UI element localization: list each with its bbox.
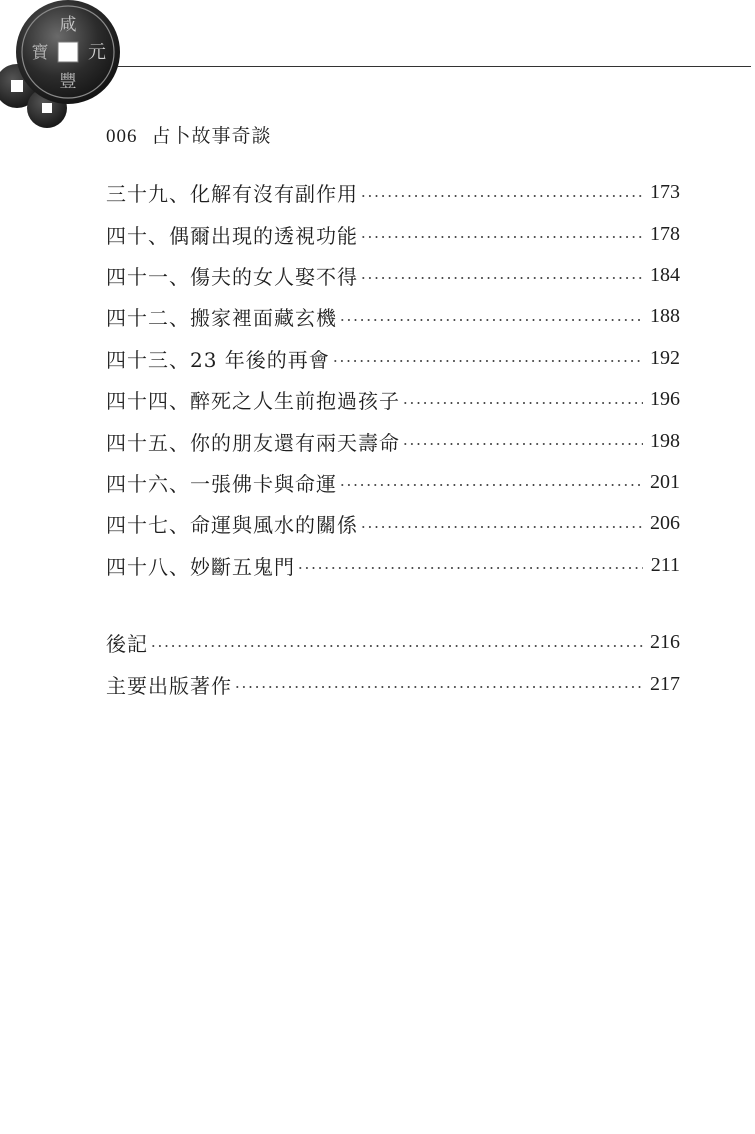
toc-entry-title: 四十五、你的朋友還有兩天壽命 — [106, 430, 400, 455]
toc-entry[interactable] — [106, 462, 680, 503]
back-matter-list — [106, 622, 680, 705]
dot-leader — [339, 319, 643, 321]
dot-leader — [360, 277, 643, 279]
toc-entry-title: 四十八、妙斷五鬼門 — [106, 554, 295, 579]
toc-entry-title: 四十四、醉死之人生前抱過孩子 — [106, 389, 400, 414]
dot-leader — [360, 236, 643, 238]
dot-leader — [360, 526, 643, 528]
back-matter-entry[interactable] — [106, 622, 680, 663]
running-head — [106, 121, 272, 148]
toc-entry[interactable] — [106, 503, 680, 544]
toc-entry-title: 四十三、23 年後的再會 — [106, 347, 330, 372]
coin-glyph-top: 咸 — [59, 15, 77, 35]
toc-entry-title: 四十二、搬家裡面藏玄機 — [106, 306, 337, 331]
header-rule — [118, 66, 751, 67]
table-of-contents — [106, 172, 680, 586]
dot-leader — [360, 195, 643, 197]
toc-entry[interactable] — [106, 255, 680, 296]
dot-leader — [402, 402, 643, 404]
toc-entry[interactable] — [106, 296, 680, 337]
toc-entry-page: 178 — [650, 222, 680, 245]
dot-leader — [402, 443, 643, 445]
page-number: 006 — [106, 126, 138, 147]
toc-entry-page: 196 — [650, 388, 680, 411]
dot-leader — [150, 645, 643, 647]
back-matter-title: 主要出版著作 — [106, 673, 232, 698]
toc-entry-title: 四十七、命運與風水的關係 — [106, 513, 358, 538]
toc-entry[interactable] — [106, 213, 680, 254]
toc-entry-title: 三十九、化解有沒有副作用 — [106, 182, 358, 207]
toc-entry[interactable] — [106, 420, 680, 461]
coin-glyph-right: 元 — [88, 42, 106, 63]
toc-entry-page: 184 — [650, 263, 680, 286]
ancient-coins-logo — [0, 0, 124, 130]
toc-entry-title: 四十六、一張佛卡與命運 — [106, 471, 337, 496]
toc-entry-page: 201 — [650, 470, 680, 493]
dot-leader — [339, 484, 643, 486]
back-matter-entry[interactable] — [106, 663, 680, 704]
toc-entry-page: 173 — [650, 181, 680, 204]
coin-glyph-bottom: 豐 — [59, 72, 77, 92]
toc-entry-page: 192 — [650, 346, 680, 369]
dot-leader — [297, 567, 643, 569]
toc-entry[interactable] — [106, 545, 680, 586]
toc-entry-page: 188 — [650, 305, 680, 328]
toc-entry[interactable] — [106, 379, 680, 420]
toc-entry-title: 四十、偶爾出現的透視功能 — [106, 223, 358, 248]
toc-entry[interactable] — [106, 172, 680, 213]
toc-entry-page: 206 — [650, 512, 680, 535]
toc-entry-title: 四十一、傷夫的女人娶不得 — [106, 264, 358, 289]
toc-entry[interactable] — [106, 338, 680, 379]
toc-entry-page: 211 — [650, 553, 680, 576]
coin-glyph-left: 寶 — [31, 43, 49, 63]
toc-entry-page: 198 — [650, 429, 680, 452]
back-matter-page: 217 — [650, 672, 680, 695]
back-matter-title: 後記 — [106, 632, 148, 657]
dot-leader — [332, 360, 643, 362]
back-matter-page: 216 — [650, 631, 680, 654]
dot-leader — [234, 686, 643, 688]
book-title: 占卜故事奇談 — [151, 125, 272, 147]
